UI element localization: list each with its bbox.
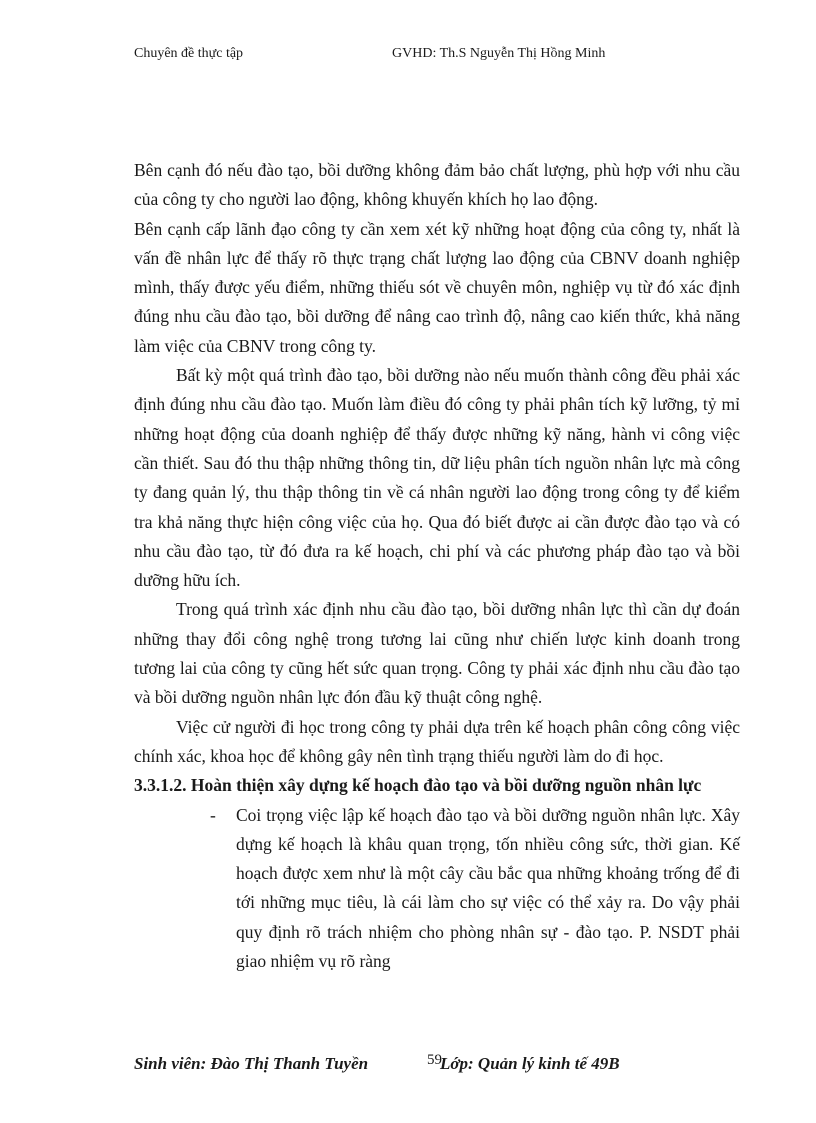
header-supervisor: GVHD: Th.S Nguyễn Thị Hồng Minh [392, 46, 606, 61]
page-footer [134, 1054, 674, 1078]
section-heading: 3.3.1.2. Hoàn thiện xây dựng kế hoạch đào tạo và bồi dưỡng nguồn nhân lực [134, 775, 702, 796]
footer-student: Sinh viên: Đào Thị Thanh Tuyền [134, 1054, 369, 1073]
bullet-dash: - [210, 804, 216, 825]
document-body [134, 156, 740, 976]
bullet-text: Coi trọng việc lập kế hoạch đào tạo và bồi dưỡng nguồn nhân lực. Xây dựng kế hoạch là khâu quan trọng, tốn nhiều công sức, thời gian. Kế hoạch được xem như là một cây cầu bắc qua những khoảng trống để đi tới những mục tiêu, là cái làm cho sự việc có thể xảy ra. Do vậy phải quy định rõ trách nhiệm cho phòng nhân sự - đào tạo. P. NSDT phải giao nhiệm vụ rõ ràng [236, 804, 740, 972]
footer-class: Lớp: Quản lý kinh tế 49B [440, 1054, 620, 1073]
paragraph-2: Bên cạnh cấp lãnh đạo công ty cần xem xét kỹ những hoạt động của công ty, nhất là vấn đề nhân lực để thấy rõ thực trạng chất lượng lao động của CBNV doanh nghiệp mình, thấy được yếu điểm, những thiếu sót về chuyên môn, nghiệp vụ từ đó xác định đúng nhu cầu đào tạo, bồi dưỡng để nâng cao trình độ, nâng cao kiến thức, khả năng làm việc của CBNV trong công ty. [134, 218, 740, 356]
page-header [134, 46, 674, 66]
paragraph-1: Bên cạnh đó nếu đào tạo, bồi dưỡng không đảm bảo chất lượng, phù hợp với nhu cầu của công ty cho người lao động, không khuyến khích họ lao động. [134, 160, 740, 210]
paragraph-5: Việc cử người đi học trong công ty phải dựa trên kế hoạch phân công công việc chính xác, khoa học để không gây nên tình trạng thiếu người làm do đi học. [134, 716, 740, 766]
paragraph-4: Trong quá trình xác định nhu cầu đào tạo, bồi dưỡng nhân lực thì cần dự đoán những thay đổi công nghệ trong tương lai cũng như chiến lược kinh doanh trong tương lai của công ty cũng hết sức quan trọng. Công ty phải xác định nhu cầu đào tạo và bồi dưỡng nguồn nhân lực đón đầu kỹ thuật công nghệ. [134, 599, 740, 708]
bullet-item [210, 801, 740, 977]
header-report-title: Chuyên đề thực tập [134, 46, 244, 61]
page-number: 59 [427, 1052, 442, 1068]
paragraph-3: Bất kỳ một quá trình đào tạo, bồi dưỡng nào nếu muốn thành công đều phải xác định đúng nhu cầu đào tạo. Muốn làm điều đó công ty phải phân tích kỹ lưỡng, tỷ mỉ những hoạt động của doanh nghiệp để thấy được những kỹ năng, hành vi công việc cần thiết. Sau đó thu thập những thông tin, dữ liệu phân tích nguồn nhân lực mà công ty đang quản lý, thu thập thông tin về cá nhân người lao động trong công ty để kiểm tra khả năng thực hiện công việc của họ. Qua đó biết được ai cần được đào tạo và có nhu cầu đào tạo, từ đó đưa ra kế hoạch, chi phí và các phương pháp đào tạo và bồi dưỡng hữu ích. [134, 365, 740, 591]
